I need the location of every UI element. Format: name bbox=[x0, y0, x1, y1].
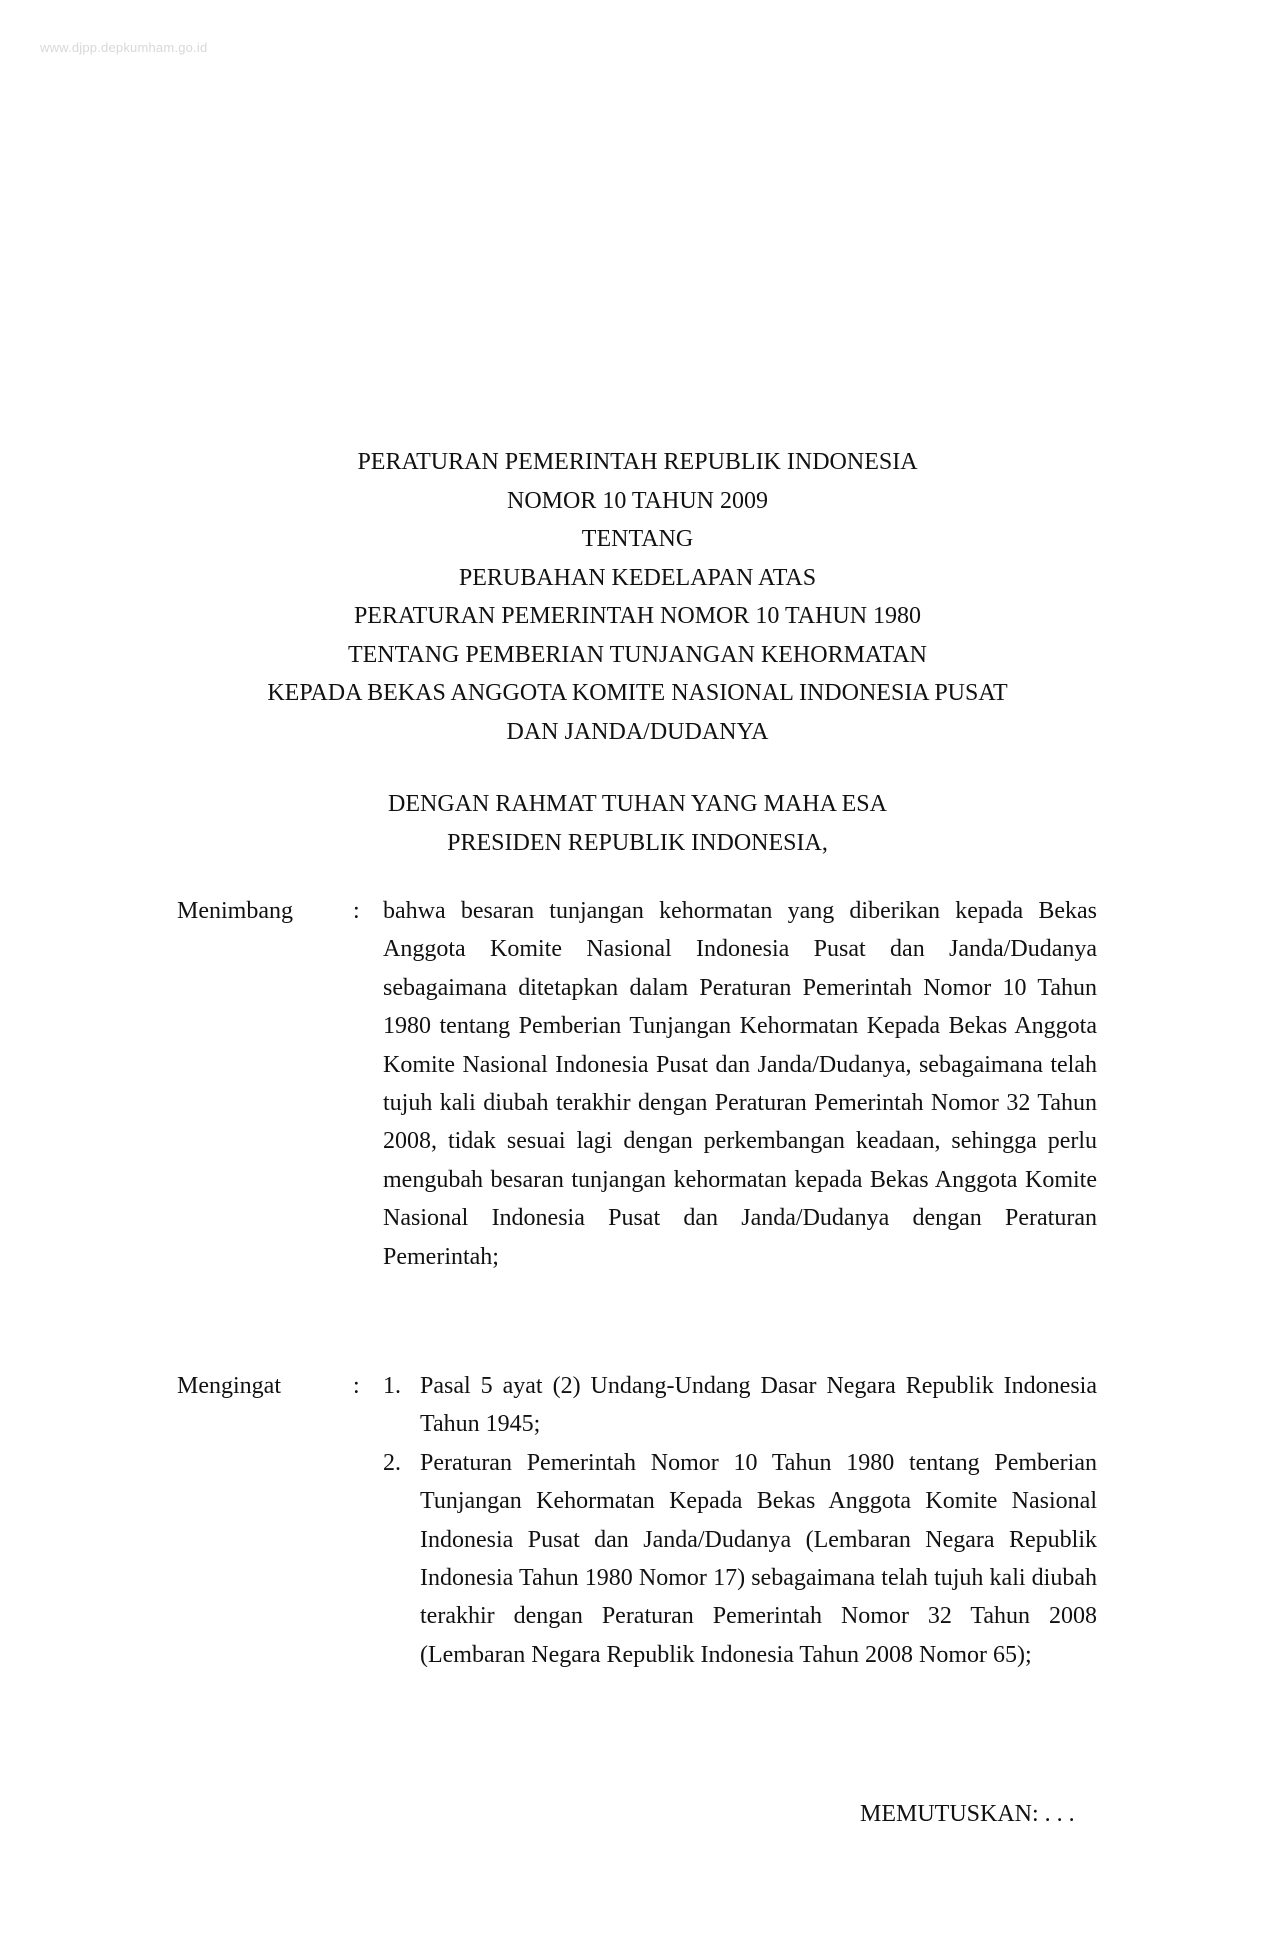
next-page-reference: MEMUTUSKAN: . . . bbox=[860, 1801, 1075, 1827]
list-item-text: Peraturan Pemerintah Nomor 10 Tahun 1980 tentang Pemberian Tunjangan Kehormatan Kepada Bekas Anggota Komite Nasional Indonesia Pusat dan Janda/Dudanya (Lembaran Negara Republik Indonesia Tahun 1980 Nomor 17) sebagaimana telah tujuh kali diubah terakhir dengan Peraturan Pemerintah Nomor 32 Tahun 2008 (Lembaran Negara Republik Indonesia Tahun 2008 Nomor 65); bbox=[420, 1449, 1097, 1668]
title-line: PERATURAN PEMERINTAH NOMOR 10 TAHUN 1980 bbox=[353, 603, 922, 629]
preamble-line: PRESIDEN REPUBLIK INDONESIA, bbox=[447, 829, 828, 856]
menimbang-text: bahwa besaran tunjangan kehormatan yang diberikan kepada Bekas Anggota Komite Nasional Indonesia Pusat dan Janda/Dudanya sebagaimana ditetapkan dalam Peraturan Pemerintah Nomor 10 Tahun 1980 tentang Pemberian Tunjangan Kehormatan Kepada Bekas Anggota Komite Nasional Indonesia Pusat dan Janda/Dudanya, sebagaimana telah tujuh kali diubah terakhir dengan Peraturan Pemerintah Nomor 32 Tahun 2008, tidak sesuai lagi dengan perkembangan keadaan, sehingga perlu mengubah besaran tunjangan kehormatan kepada Bekas Anggota Komite Nasional Indonesia Pusat dan Janda/Dudanya dengan Peraturan Pemerintah; bbox=[383, 898, 1097, 1270]
list-item-text: Pasal 5 ayat (2) Undang-Undang Dasar Negara Republik Indonesia Tahun 1945; bbox=[420, 1373, 1097, 1438]
menimbang-colon: : bbox=[353, 898, 360, 924]
preamble bbox=[0, 785, 1275, 862]
mengingat-list bbox=[383, 1367, 1097, 1674]
menimbang-label: Menimbang bbox=[177, 898, 293, 924]
list-item-number: 1. bbox=[383, 1373, 401, 1399]
title-line: DAN JANDA/DUDANYA bbox=[506, 718, 769, 745]
list-item bbox=[383, 1367, 1097, 1444]
list-item-number: 2. bbox=[383, 1449, 401, 1476]
preamble-line: DENGAN RAHMAT TUHAN YANG MAHA ESA bbox=[388, 791, 887, 817]
menimbang-section bbox=[177, 892, 1097, 1312]
mengingat-section bbox=[177, 1367, 1097, 1767]
title-line: TENTANG bbox=[581, 526, 694, 552]
title-line: NOMOR 10 TAHUN 2009 bbox=[507, 487, 768, 514]
title-line: PERUBAHAN KEDELAPAN ATAS bbox=[458, 564, 817, 591]
title-line: TENTANG PEMBERIAN TUNJANGAN KEHORMATAN bbox=[347, 641, 928, 668]
document-title bbox=[0, 443, 1275, 751]
list-item bbox=[383, 1444, 1097, 1674]
mengingat-colon: : bbox=[353, 1373, 360, 1399]
title-line: KEPADA BEKAS ANGGOTA KOMITE NASIONAL INDONESIA PUSAT bbox=[267, 680, 1008, 706]
watermark: www.djpp.depkumham.go.id bbox=[40, 40, 208, 55]
title-line: PERATURAN PEMERINTAH REPUBLIK INDONESIA bbox=[357, 449, 918, 475]
mengingat-label: Mengingat bbox=[177, 1373, 281, 1399]
